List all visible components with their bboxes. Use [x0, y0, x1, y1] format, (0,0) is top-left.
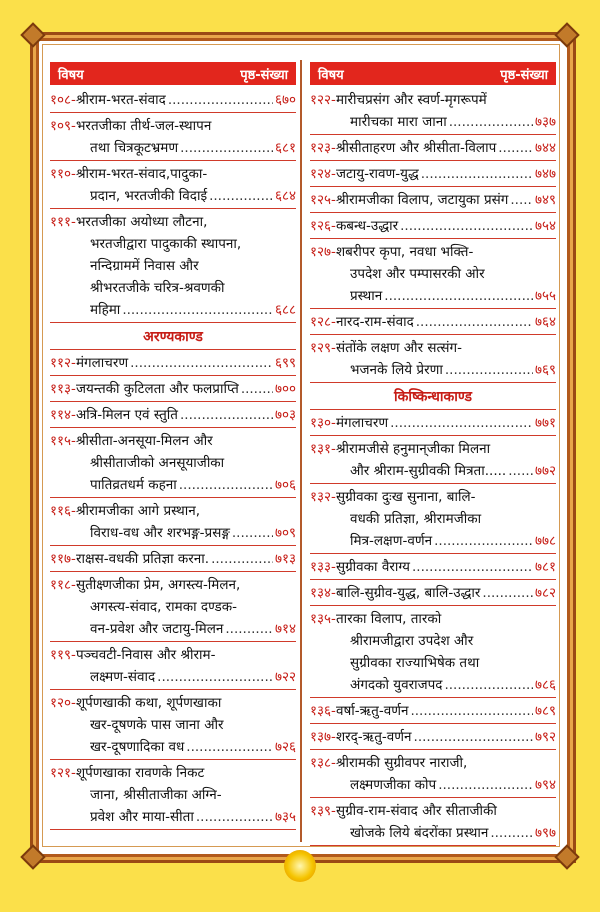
header-subject: विषय [58, 67, 84, 83]
entry-page-number: ७८१ [534, 559, 556, 575]
entry-number: १२८- [310, 314, 336, 330]
leader-dots [168, 89, 273, 111]
entry-title: सुग्रीव-राम-संवाद और सीताजीकी [335, 803, 497, 819]
entry-number: १२९- [310, 340, 336, 356]
toc-entry [310, 189, 556, 213]
entry-page-number: ७३५ [274, 809, 296, 825]
toc-entry [310, 752, 556, 798]
leader-dots [508, 460, 533, 482]
entry-title: पञ्चवटी-निवास और श्रीराम- [75, 647, 216, 663]
entry-title: प्रस्थान [350, 288, 383, 304]
leader-dots [130, 352, 273, 374]
toc-entry [310, 337, 556, 383]
leader-dots [180, 137, 273, 159]
entry-number: १२४- [310, 166, 336, 182]
entry-page-number: ७९२ [534, 729, 556, 745]
entry-title: जटायु-रावण-युद्ध [335, 166, 419, 182]
leader-dots [438, 774, 533, 796]
entry-title: संतोंके लक्षण और सत्संग- [335, 340, 463, 356]
entry-page-number: ६८४ [274, 188, 296, 204]
entry-title: श्रीरामजीका आगे प्रस्थान, [75, 503, 201, 519]
entry-number: १२२- [310, 92, 336, 108]
leader-dots [412, 556, 533, 578]
entry-page-number: ७४९ [534, 192, 556, 208]
entry-title: मारीचप्रसंग और स्वर्ण-मृगरूपमें [335, 92, 487, 108]
entry-title: अंगदको युवराजपद [350, 677, 443, 693]
leader-dots [444, 674, 532, 696]
entry-page-number: ७९७ [534, 825, 556, 841]
entry-page-number: ६७० [274, 92, 296, 108]
entry-page-number: ७०० [274, 381, 296, 397]
leader-dots [510, 189, 533, 211]
entry-number: १३१- [310, 441, 336, 457]
toc-entry [310, 800, 556, 846]
entry-page-number: ७८२ [534, 585, 556, 601]
entry-title: पातिव्रतधर्म कहना [90, 477, 177, 493]
entry-page-number: ७३७ [534, 114, 556, 130]
toc-header [50, 62, 296, 85]
entry-number: ११९- [50, 647, 76, 663]
entry-number: १३५- [310, 611, 336, 627]
toc-entry [310, 582, 556, 606]
entry-title: मित्र-लक्षण-वर्णन [350, 533, 433, 549]
toc-entry [50, 163, 296, 209]
toc-entry [310, 241, 556, 309]
column-divider [300, 60, 302, 842]
toc-header [310, 62, 556, 85]
entry-title: खर-दूषणादिका वध [90, 739, 185, 755]
entry-page-number: ७४७ [534, 166, 556, 182]
toc-column-right [310, 62, 556, 848]
entry-title: शरद्-ऋतु-वर्णन [335, 729, 412, 745]
entry-title: भरतजीका तीर्थ-जल-स्थापन [75, 118, 212, 134]
entry-page-number: ७४४ [534, 140, 556, 156]
leader-dots [180, 404, 273, 426]
entry-title: प्रदान, भरतजीकी विदाई [90, 188, 208, 204]
toc-entry [50, 548, 296, 572]
entry-title: कबन्ध-उद्धार [335, 218, 399, 234]
entry-page-number: ७८९ [534, 703, 556, 719]
entry-page-number: ७०३ [274, 407, 296, 423]
toc-entry [310, 486, 556, 554]
entry-page-number: ६९९ [274, 355, 296, 371]
entry-number: १२३- [310, 140, 336, 156]
entry-title: तथा चित्रकूटभ्रमण [90, 140, 179, 156]
entry-number: १३०- [310, 415, 336, 431]
leader-dots [482, 582, 533, 604]
entry-number: ११५- [50, 433, 76, 449]
entry-title: श्रीरामजीद्वारा उपदेश और [350, 633, 474, 649]
toc-entry [50, 378, 296, 402]
section-heading-kishkindhakand: किष्किन्धाकाण्ड [310, 385, 556, 410]
entry-title: श्रीरामजीका विलाप, जटायुका प्रसंग [335, 192, 509, 208]
toc-entry [50, 211, 296, 323]
toc-entry [310, 89, 556, 135]
entry-title: लक्ष्मणजीका कोप [350, 777, 437, 793]
leader-dots [225, 618, 273, 640]
leader-dots [449, 111, 533, 133]
header-page: पृष्ठ-संख्या [500, 67, 548, 83]
entry-title: शूर्पणखाका रावणके निकट [75, 765, 205, 781]
entry-title: सुग्रीवका वैराग्य [335, 559, 410, 575]
toc-entry [310, 311, 556, 335]
entry-number: १०८- [50, 92, 76, 108]
leader-dots [498, 137, 533, 159]
entry-title: खर-दूषणके पास जाना और [90, 717, 224, 733]
entry-title: श्रीरामकी सुग्रीवपर नाराजी, [335, 755, 468, 771]
entry-page-number: ७१४ [274, 621, 296, 637]
toc-entry [50, 89, 296, 113]
entry-number: १२५- [310, 192, 336, 208]
entry-number: १३६- [310, 703, 336, 719]
leader-dots [400, 215, 533, 237]
entry-title: सुग्रीवका दुःख सुनाना, बालि- [335, 489, 476, 505]
entry-title: मारीचका मारा जाना [350, 114, 447, 130]
entry-title: बालि-सुग्रीव-युद्ध, बालि-उद्धार [335, 585, 481, 601]
leader-dots [434, 530, 533, 552]
header-subject: विषय [318, 67, 344, 83]
entry-title: श्रीराम-भरत-संवाद,पादुका- [75, 166, 208, 182]
entry-page-number: ७५४ [534, 218, 556, 234]
entry-number: ११४- [50, 407, 76, 423]
entry-page-number: ७९४ [534, 777, 556, 793]
entry-title: वर्षा-ऋतु-वर्णन [335, 703, 409, 719]
entry-page-number: ७०९ [274, 525, 296, 541]
section-heading-aranyakand: अरण्यकाण्ड [50, 325, 296, 350]
leader-dots [157, 666, 273, 688]
entry-page-number: ७५५ [534, 288, 556, 304]
entry-number: १३७- [310, 729, 336, 745]
entry-title: विराध-वध और शरभङ्ग-प्रसङ्ग [90, 525, 230, 541]
entry-number: १११- [50, 214, 76, 230]
entry-title: श्रीसीता-अनसूया-मिलन और [75, 433, 213, 449]
entry-title: श्रीसीताजीको अनसूयाजीका [90, 455, 225, 471]
toc-entry [50, 352, 296, 376]
entry-page-number: ७६९ [534, 362, 556, 378]
toc-entry [50, 115, 296, 161]
leader-dots [490, 822, 533, 844]
toc-entry [310, 412, 556, 436]
entry-title: श्रीसीताहरण और श्रीसीता-विलाप [335, 140, 497, 156]
entry-title: मंगलाचरण [75, 355, 129, 371]
leader-dots [179, 474, 273, 496]
entry-title: भरतजीका अयोध्या लौटना, [75, 214, 208, 230]
entry-title: वन-प्रवेश और जटायु-मिलन [90, 621, 224, 637]
entry-title: सुतीक्ष्णजीका प्रेम, अगस्त्य-मिलन, [75, 577, 241, 593]
toc-entry [50, 692, 296, 760]
entry-title: और श्रीराम-सुग्रीवकी मित्रता..... [350, 463, 507, 479]
entry-title: अगस्त्य-संवाद, रामका दण्डक- [90, 599, 237, 615]
entry-title: श्रीभरतजीके चरित्र-श्रवणकी [90, 280, 225, 296]
toc-entry [50, 644, 296, 690]
entry-page-number: ६८१ [274, 140, 296, 156]
entry-title: जाना, श्रीसीताजीका अग्नि- [90, 787, 222, 803]
entry-title: उपदेश और पम्पासरकी ओर [350, 266, 485, 282]
entry-title: शूर्पणखाकी कथा, शूर्पणखाका [75, 695, 222, 711]
entry-number: ११३- [50, 381, 76, 397]
toc-entry [310, 438, 556, 484]
entry-title: शबरीपर कृपा, नवधा भक्ति- [335, 244, 474, 260]
entry-title: भजनके लिये प्रेरणा [350, 362, 443, 378]
entry-number: १३९- [310, 803, 336, 819]
entry-number: १२१- [50, 765, 76, 781]
entry-number: १२७- [310, 244, 336, 260]
toc-entry [310, 556, 556, 580]
toc-entry [50, 430, 296, 498]
entry-number: १३३- [310, 559, 336, 575]
toc-entry [50, 404, 296, 428]
entry-title: भरतजीद्वारा पादुकाकी स्थापना, [90, 236, 242, 252]
entry-title: प्रवेश और माया-सीता [90, 809, 194, 825]
sun-ornament-icon [284, 850, 316, 882]
leader-dots [445, 359, 533, 381]
toc-entry [50, 574, 296, 642]
entry-number: ११०- [50, 166, 76, 182]
entry-page-number: ७२६ [274, 739, 296, 755]
toc-entry [50, 500, 296, 546]
entry-page-number: ७२२ [274, 669, 296, 685]
entry-title: नारद-राम-संवाद [335, 314, 414, 330]
entry-number: १३४- [310, 585, 336, 601]
leader-dots [196, 806, 273, 828]
leader-dots [384, 285, 533, 307]
entry-page-number: ७६४ [534, 314, 556, 330]
entry-title: तारका विलाप, तारको [335, 611, 442, 627]
entry-page-number: ७८६ [534, 677, 556, 693]
leader-dots [390, 412, 533, 434]
toc-entry [310, 137, 556, 161]
entry-title: वधकी प्रतिज्ञा, श्रीरामजीका [350, 511, 482, 527]
toc-entry [310, 726, 556, 750]
entry-number: ११७- [50, 551, 76, 567]
leader-dots [410, 700, 532, 722]
entry-number: १३२- [310, 489, 336, 505]
entry-number: १०९- [50, 118, 76, 134]
entry-title: खोजके लिये बंदरोंका प्रस्थान [350, 825, 489, 841]
entry-title: सुग्रीवका राज्याभिषेक तथा [350, 655, 480, 671]
entry-number: ११८- [50, 577, 76, 593]
header-page: पृष्ठ-संख्या [240, 67, 288, 83]
entry-page-number: ७७८ [534, 533, 556, 549]
entry-title: राक्षस-वधकी प्रतिज्ञा करना. [75, 551, 210, 567]
entry-number: १३८- [310, 755, 336, 771]
entry-title: श्रीरामजीसे हनुमान्‌जीका मिलना [335, 441, 491, 457]
entry-page-number: ७०६ [274, 477, 296, 493]
toc-entry [310, 215, 556, 239]
toc-entry [50, 762, 296, 830]
entry-number: ११६- [50, 503, 76, 519]
entry-page-number: ६८८ [274, 302, 296, 318]
entry-page-number: ७१३ [274, 551, 296, 567]
leader-dots [421, 163, 533, 185]
leader-dots [416, 311, 533, 333]
entry-title: जयन्तकी कुटिलता और फलप्राप्ति [75, 381, 239, 397]
entry-title: अत्रि-मिलन एवं स्तुति [75, 407, 178, 423]
entry-number: १२६- [310, 218, 336, 234]
leader-dots [209, 185, 273, 207]
leader-dots [414, 726, 533, 748]
leader-dots [186, 736, 273, 758]
entry-page-number: ७७१ [534, 415, 556, 431]
toc-column-left [50, 62, 296, 832]
leader-dots [211, 548, 273, 570]
entry-title: लक्ष्मण-संवाद [90, 669, 156, 685]
leader-dots [122, 299, 273, 321]
toc-entry [310, 608, 556, 698]
entry-number: १२०- [50, 695, 76, 711]
entry-number: ११२- [50, 355, 76, 371]
entry-title: मंगलाचरण [335, 415, 389, 431]
entry-page-number: ७७२ [534, 463, 556, 479]
leader-dots [232, 522, 273, 544]
leader-dots [241, 378, 273, 400]
toc-entry [310, 700, 556, 724]
toc-entry [310, 163, 556, 187]
entry-title: नन्दिग्राममें निवास और [90, 258, 199, 274]
entry-title: महिमा [90, 302, 121, 318]
entry-title: श्रीराम-भरत-संवाद [75, 92, 166, 108]
